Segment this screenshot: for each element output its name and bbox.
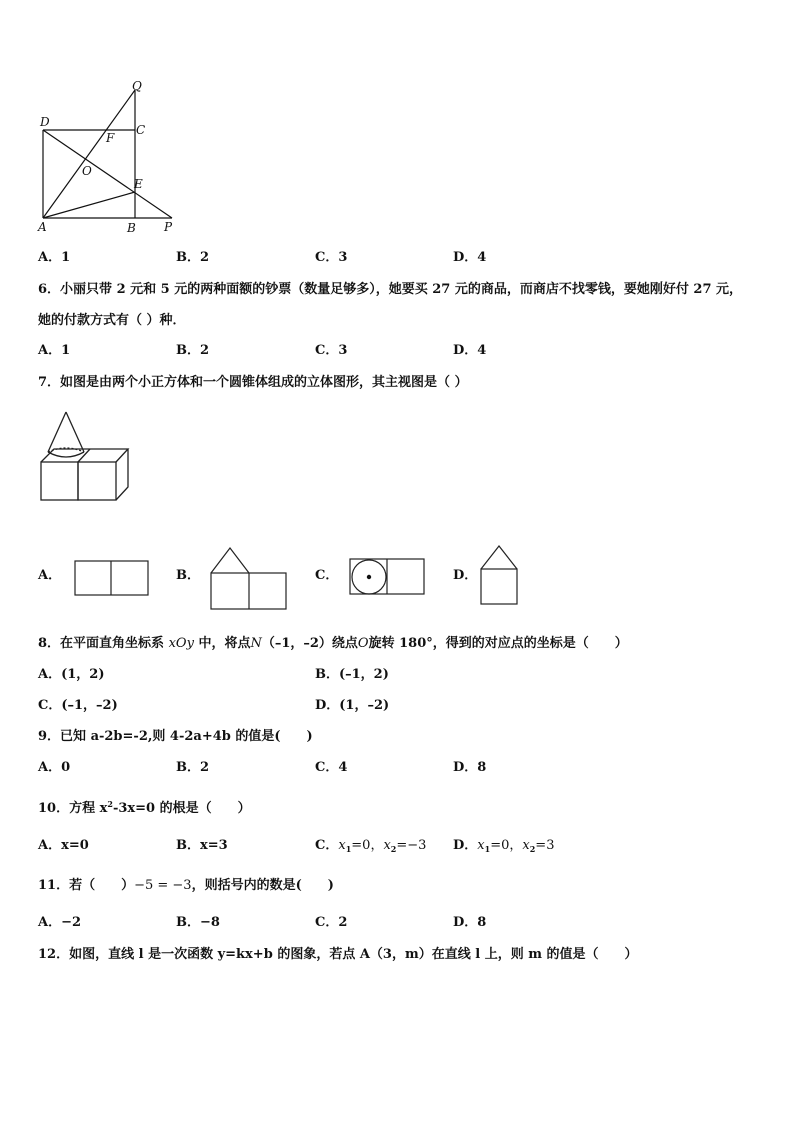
q10-c-eq1: =0， [351, 838, 384, 853]
label-c: C [136, 123, 146, 137]
q10-option-c-label: C． [315, 838, 339, 853]
label-q: Q [132, 79, 142, 93]
q10-c-x2: x [383, 838, 391, 853]
q7-question: 7．如图是由两个小正方体和一个圆锥体组成的立体图形，其主视图是（ ） [38, 375, 468, 390]
q10-c-eq2: =−3 [396, 838, 427, 853]
label-d: D [40, 115, 50, 129]
q10-c-sub2: 2 [390, 844, 397, 854]
q10-c-sub1: 1 [345, 844, 352, 854]
q7-option-c-label[interactable]: C． [315, 568, 339, 583]
label-e: E [134, 177, 143, 191]
q7-option-d-label[interactable]: D． [453, 568, 478, 583]
q8-option-d[interactable]: D．(1，–2) [315, 698, 390, 713]
label-p: P [164, 220, 173, 234]
q8-var-xoy: xOy [168, 636, 194, 651]
q11-prefix: 11．若（ ） [38, 878, 135, 893]
q8-option-c[interactable]: C．(–1，–2) [38, 698, 118, 713]
q8-prefix: 8．在平面直角坐标系 [38, 636, 169, 651]
q11-option-c[interactable]: C．2 [315, 915, 348, 930]
q5-option-d[interactable]: D．4 [453, 250, 487, 265]
q10-option-b[interactable]: B．x=3 [176, 838, 228, 853]
q5-option-a[interactable]: A．1 [38, 250, 71, 265]
label-b: B [127, 221, 136, 235]
q10-c-x1: x [338, 838, 346, 853]
q7-option-a-label[interactable]: A． [38, 568, 62, 583]
q6-question-line2: 她的付款方式有（ ）种． [38, 313, 186, 328]
q8-mid1: 中，将点 [193, 636, 251, 651]
q5-option-b[interactable]: B．2 [176, 250, 210, 265]
q5-option-c[interactable]: C．3 [315, 250, 348, 265]
q10-question [38, 796, 251, 817]
q6-option-b[interactable]: B．2 [176, 343, 210, 358]
q9-option-a[interactable]: A．0 [38, 760, 71, 775]
q8-var-o: O [357, 636, 369, 651]
q11-option-d[interactable]: D．8 [453, 915, 487, 930]
q6-option-d[interactable]: D．4 [453, 343, 487, 358]
q8-mid2: （–1，–2）绕点 [261, 636, 358, 651]
q11-option-b[interactable]: B．−8 [176, 915, 220, 930]
q6-option-a[interactable]: A．1 [38, 343, 71, 358]
q6-option-c[interactable]: C．3 [315, 343, 348, 358]
q10-exponent: 2 [107, 799, 113, 809]
q10-suffix: -3x=0 的根是（ ） [112, 801, 251, 816]
q12-question: 12．如图，直线 l 是一次函数 y=kx+b 的图象，若点 A（3，m）在直线 l 上，则 m 的值是（ ） [38, 947, 638, 962]
q10-d-x1: x [477, 838, 485, 853]
q10-option-c[interactable] [315, 838, 426, 857]
q10-d-eq1: =0， [490, 838, 523, 853]
q10-d-eq2: =3 [535, 838, 555, 853]
q10-option-d[interactable] [453, 838, 554, 857]
q9-option-b[interactable]: B．2 [176, 760, 210, 775]
q9-option-d[interactable]: D．8 [453, 760, 487, 775]
q9-question: 9．已知 a-2b=-2,则 4-2a+4b 的值是( ) [38, 729, 313, 744]
q11-math: −5 = −3 [134, 878, 192, 893]
q7-option-b-label[interactable]: B． [176, 568, 200, 583]
label-a: A [38, 220, 47, 234]
q11-option-a[interactable]: A．−2 [38, 915, 82, 930]
q10-d-sub2: 2 [529, 844, 536, 854]
q10-option-a[interactable]: A．x=0 [38, 838, 89, 853]
q10-d-sub1: 1 [484, 844, 491, 854]
q8-var-n: N [250, 636, 262, 651]
q8-option-b[interactable]: B．(–1，2) [315, 667, 389, 682]
q10-option-d-label: D． [453, 838, 478, 853]
q10-d-x2: x [522, 838, 530, 853]
q8-option-a[interactable]: A．(1，2) [38, 667, 105, 682]
q10-prefix: 10．方程 x [38, 801, 108, 816]
q11-question [38, 878, 334, 894]
q6-question-line1: 6．小丽只带 2 元和 5 元的两种面额的钞票（数量足够多），她要买 27 元的商品，而商店不找零钱，要她刚好付 27 元， [38, 282, 743, 297]
q8-question [38, 636, 628, 652]
label-f: F [106, 131, 115, 145]
q11-suffix: ，则括号内的数是( ) [191, 878, 334, 893]
q9-option-c[interactable]: C．4 [315, 760, 348, 775]
label-o: O [82, 164, 92, 178]
q8-suffix: 旋转 180°，得到的对应点的坐标是（ ） [368, 636, 628, 651]
